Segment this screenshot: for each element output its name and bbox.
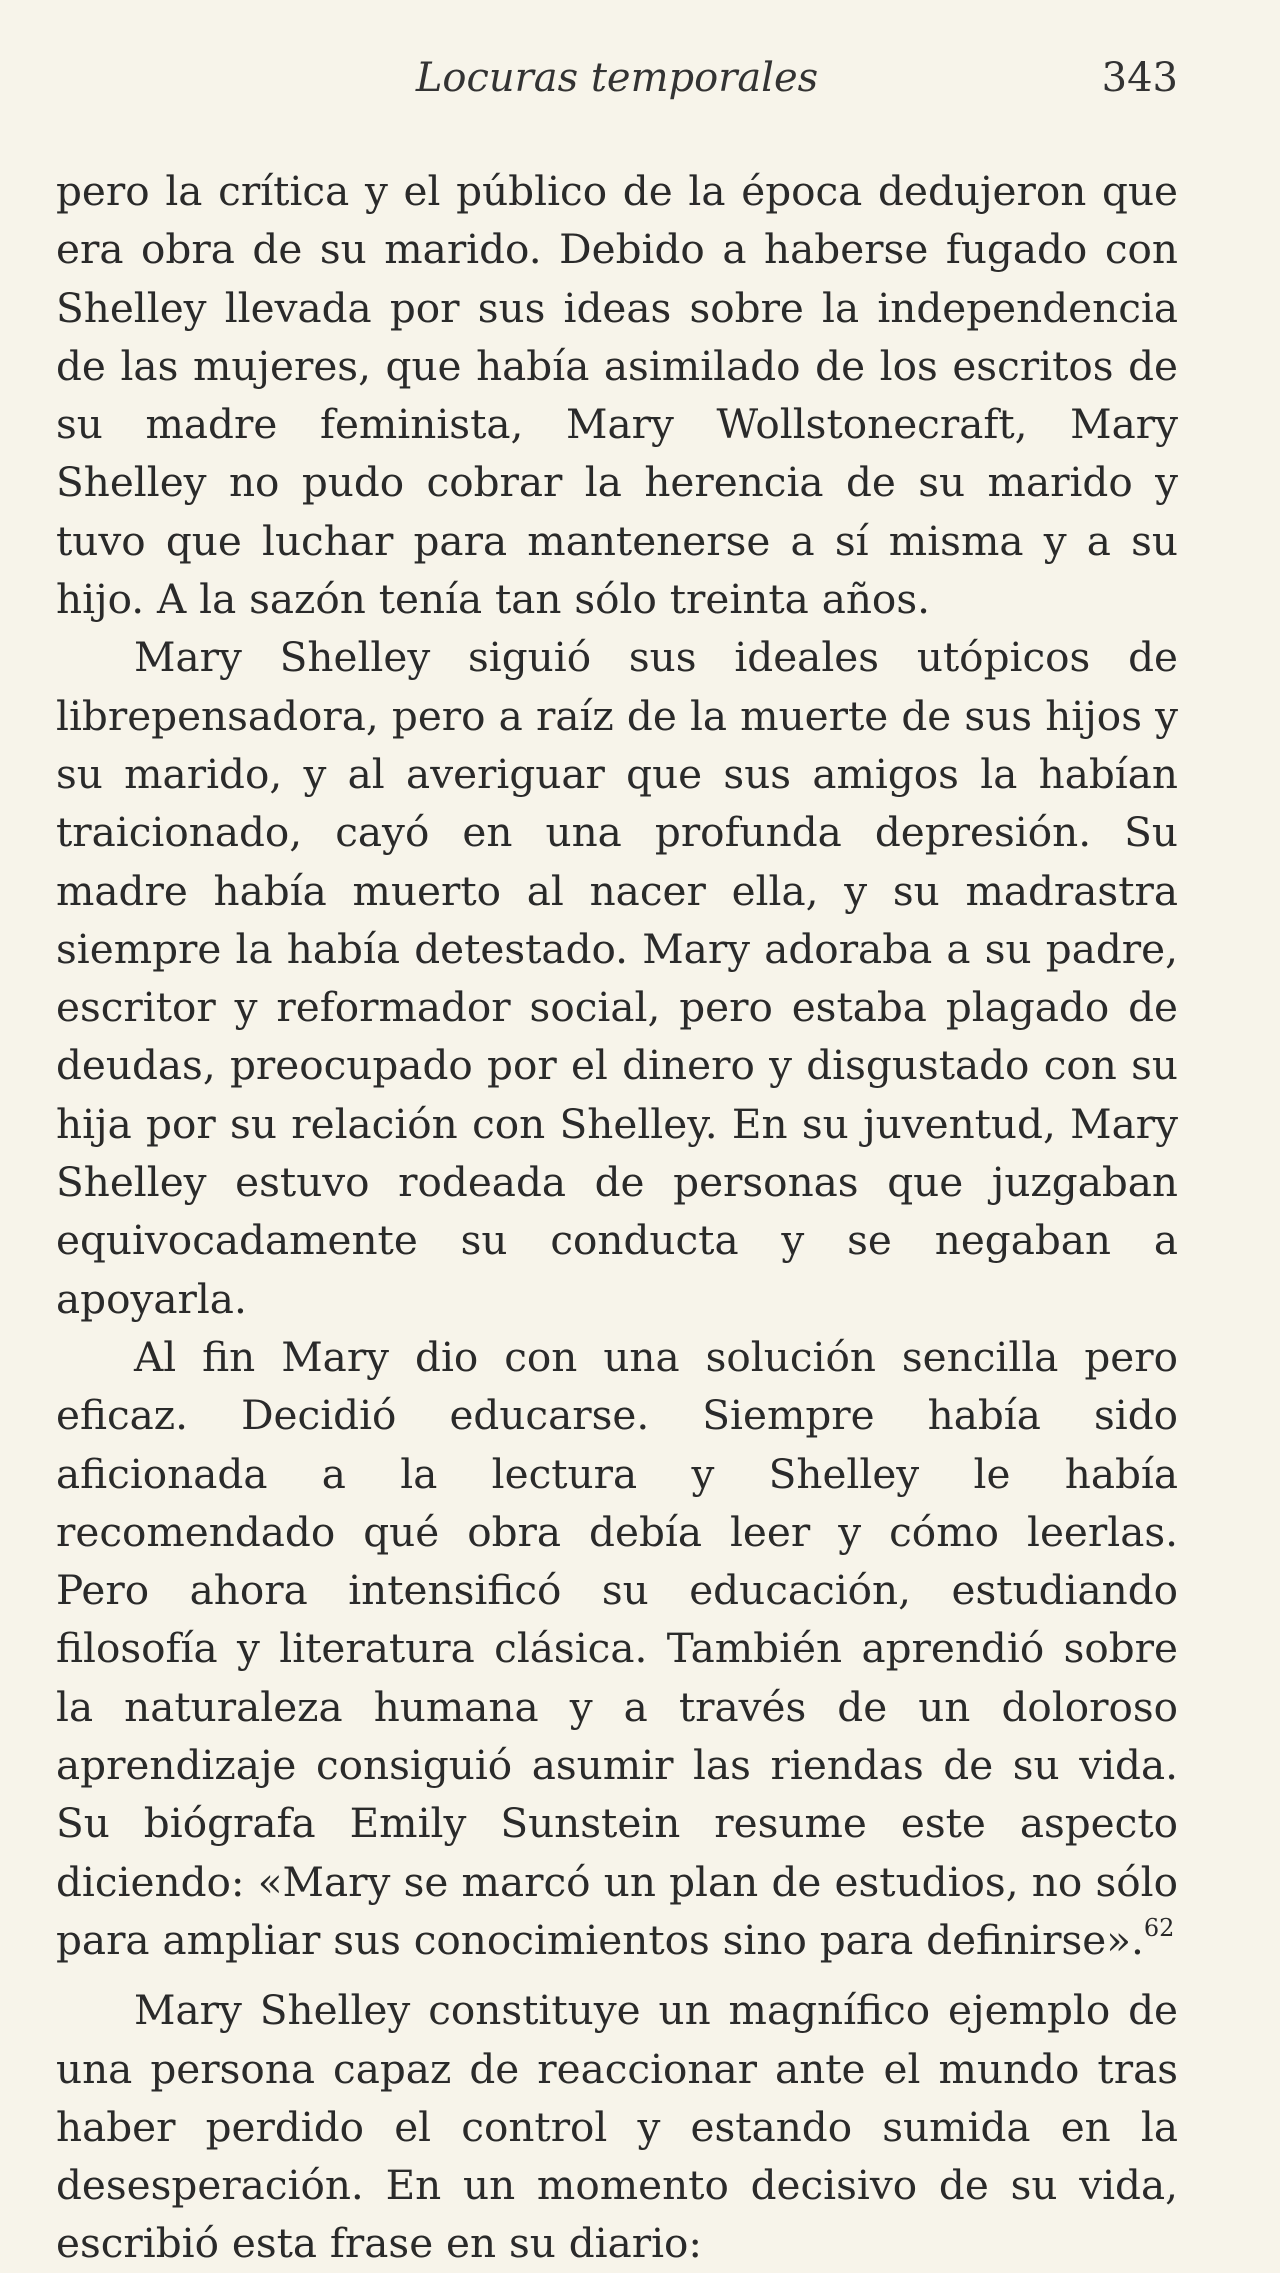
paragraph-4-text: Mary Shelley constituye un magnífico ejemplo de una persona capaz de reaccionar ante el mundo tras haber perdido el control y estando sumida en la desesperación. En un momento decisivo de su vida, escribió esta frase en su diario: <box>56 1986 1178 2268</box>
body-text <box>56 162 1178 2273</box>
paragraph-4 <box>56 1981 1178 2272</box>
page-header <box>56 48 1178 108</box>
running-title: Locuras temporales <box>415 55 819 101</box>
page-number: 343 <box>1101 55 1178 101</box>
footnote-reference: 62 <box>1143 1913 1175 1942</box>
paragraph-1-text: pero la crítica y el público de la época dedujeron que era obra de su marido. Debido a haberse fugado con Shelley llevada por sus ideas sobre la independencia de las mujeres, que había asimilado de los escritos de su madre feminista, Mary Wollstonecraft, Mary Shelley no pudo cobrar la herencia de su marido y tuvo que luchar para mantenerse a sí misma y a su hijo. A la sazón tenía tan sólo treinta años. <box>56 167 1178 624</box>
paragraph-3 <box>56 1328 1178 1969</box>
paragraph-2-text: Mary Shelley siguió sus ideales utópicos de librepensadora, pero a raíz de la muerte de sus hijos y su marido, y al averiguar que sus amigos la habían traicionado, cayó en una profunda depresión. Su madre había muerto al nacer ella, y su madrastra siempre la había detestado. Mary adoraba a su padre, escritor y reformador social, pero estaba plagado de deudas, preocupado por el dinero y disgustado con su hija por su relación con Shelley. En su juventud, Mary Shelley estuvo rodeada de personas que juzgaban equivocadamente su conducta y se negaban a apoyarla. <box>56 633 1178 1323</box>
paragraph-2 <box>56 628 1178 1328</box>
paragraph-1 <box>56 162 1178 628</box>
paragraph-3-text: Al fin Mary dio con una solución sencilla pero eficaz. Decidió educarse. Siempre había sido aficionada a la lectura y Shelley le había recomendado qué obra debía leer y cómo leerlas. Pero ahora intensificó su educación, estudiando filosofía y literatura clásica. También aprendió sobre la naturaleza humana y a través de un doloroso aprendizaje consiguió asumir las riendas de su vida. Su biógrafa Emily Sunstein resume este aspecto diciendo: «Mary se marcó un plan de estudios, no sólo para ampliar sus conocimientos sino para definirse». <box>56 1332 1178 1964</box>
